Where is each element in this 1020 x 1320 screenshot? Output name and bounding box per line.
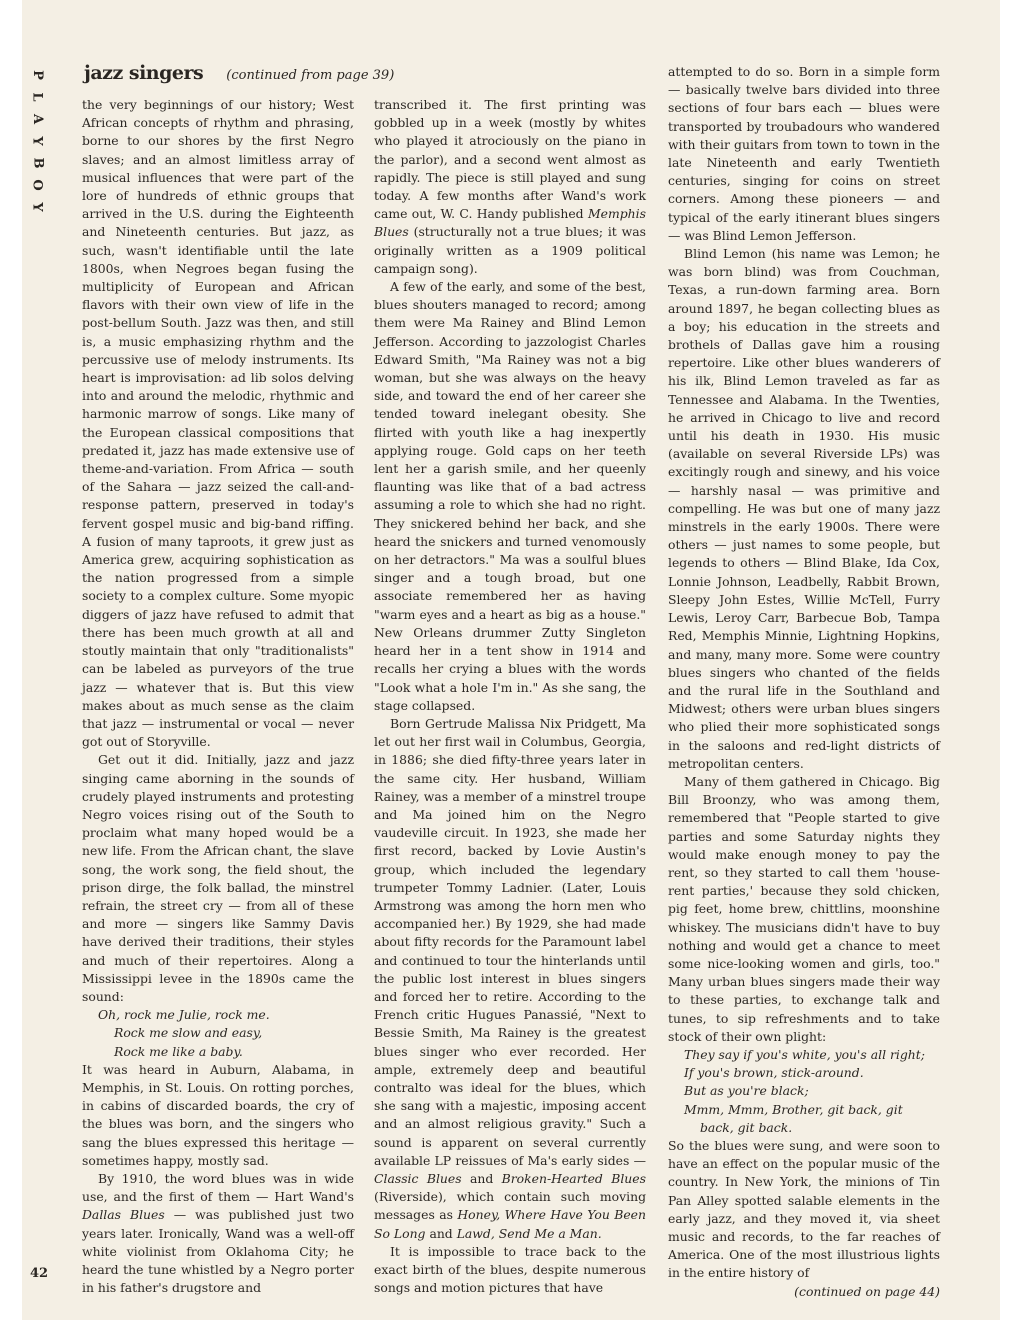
text-column-3: [668, 63, 940, 1301]
lyric-line: Mmm, Mmm, Brother, git back, git back, git back.: [684, 1101, 903, 1135]
song-title: Memphis Blues: [374, 206, 646, 240]
paragraph: attempted to do so. Born in a simple form — basically twelve bars divided into three sections of four bars each — blues were transported by troubadours who wandered with their guitars from town to town in the late Nineteenth and early Twentieth centuries, singing for coins on street corners. Among these pioneers — and typical of the early itinerant blues singers — was Blind Lemon Jefferson.: [668, 64, 940, 243]
side-letter: B: [30, 157, 45, 169]
page-number: 42: [30, 1266, 49, 1281]
text-run: and: [425, 1225, 457, 1241]
article-title: jazz singers: [84, 62, 204, 84]
paragraph: It is impossible to trace back to the exact birth of the blues, despite numerous songs and motion pictures that have: [374, 1243, 646, 1296]
text-column-1: [82, 96, 354, 1297]
song-title: Dallas Blues: [82, 1207, 165, 1223]
magazine-side-label: [30, 64, 44, 218]
article-heading: [84, 62, 394, 84]
song-title: Lawd, Send Me a Man.: [456, 1225, 602, 1241]
side-letter: Y: [30, 202, 45, 212]
text-run: (Riverside), which contain such moving messages as: [374, 1189, 646, 1223]
lyric-line: Rock me like a baby.: [114, 1043, 243, 1059]
song-lyrics: [98, 1006, 354, 1061]
paragraph: the very beginnings of our history; West African concepts of rhythm and phrasing, borne to our shores by the first Negro slaves; and an almost limitless array of musical influences that were part of the lore of hundreds of ethnic groups that arrived in the U.S. during the Eighteenth and Nineteenth centuries. But jazz, as such, wasn't identifiable until the late 1800s, when Negroes began fusing the multiplicity of European and African flavors with their own view of life in the post-bellum South. Jazz was then, and still is, a music emphasizing rhythm and the percussive use of melody instruments. Its heart is improvisation: ad lib solos delving into and around the melodic, rhythmic and harmonic marrow of songs. Like many of the European classical compositions that predated it, jazz has made extensive use of theme-and-variation. From Africa — south of the Sahara — jazz seized the call-and-response pattern, preserved in today's fervent gospel music and big-band riffing. A fusion of many taproots, it grew just as America grew, acquiring sophistication as the nation progressed from a simple society to a complex culture. Some myopic diggers of jazz have refused to admit that there has been much growth at all and stoutly maintain that only "traditionalists" can be labeled as purveyors of the true jazz — whatever that is. But this view makes about as much sense as the claim that jazz — instrumental or vocal — never got out of Storyville.: [82, 97, 354, 750]
paragraph: A few of the early, and some of the best, blues shouters managed to record; among them were Ma Rainey and Blind Lemon Jefferson. According to jazzologist Charles Edward Smith, "Ma Rainey was not a big woman, but she was always on the heavy side, and toward the end of her career she tended toward inelegant obesity. She flirted with youth like a hag inexpertly applying rouge. Gold caps on her teeth lent her a garish smile, and her queenly flaunting was like that of a bad actress assuming a role to which she had no right. They snickered behind her back, and she heard the snickers and turned venomously on her detractors." Ma was a soulful blues singer and a tough broad, but one associate remembered her as having "warm eyes and a heart as big as a house." New Orleans drummer Zutty Singleton heard her in a tent show in 1914 and recalls her crying a blues with the words "Look what a hole I'm in." As she sang, the stage collapsed.: [374, 279, 646, 713]
album-title: Classic Blues: [374, 1170, 462, 1186]
paragraph: It was heard in Auburn, Alabama, in Memphis, in St. Louis. On rotting porches, in cabins of discarded boards, the cry of the blues was born, and the singers who sang the blues expressed this heritage — sometimes happy, mostly sad.: [82, 1061, 354, 1168]
paragraph: So the blues were sung, and were soon to have an effect on the popular music of the country. In New York, the minions of Tin Pan Alley spotted salable elements in the early jazz, and they moved it, via sheet music and records, to the far reaches of America. One of the most illustrious lights in the entire history of: [668, 1137, 940, 1281]
lyric-line: But as you're black;: [684, 1083, 809, 1099]
paragraph: [374, 715, 646, 1243]
song-title: Honey, Where Have You Been So Long: [374, 1207, 646, 1241]
continued-on: (continued on page 44): [794, 1283, 940, 1299]
text-run: — was published just two years later. Ironically, Wand was a well-off white violinist from Oklahoma City; he heard the tune whistled by a Negro porter in his father's drugstore and: [82, 1207, 355, 1296]
lyric-line: If you's brown, stick-around.: [684, 1065, 864, 1081]
paragraph: [82, 1170, 354, 1297]
lyric-line: They say if you's white, you's all right;: [684, 1046, 925, 1062]
paragraph: [374, 96, 646, 278]
text-run: Born Gertrude Malissa Nix Pridgett, Ma let out her first wail in Columbus, Georgia, in 1886; she died fifty-three years later in the same city. Her husband, William Rainey, was a member of a minstrel troupe and Ma joined him on the Negro vaudeville circuit. In 1923, she made her first record, backed by Lovie Austin's group, which included the legendary trumpeter Tommy Ladnier. (Later, Louis Armstrong was among the horn men who accompanied her.) By 1929, she had made about fifty records for the Paramount label and continued to tour the hinterlands until the public lost interest in blues singers and forced her to retire. According to the French critic Hugues Panassié, "Next to Bessie Smith, Ma Rainey is the greatest blues singer who ever recorded. Her ample, extremely deep and beautiful contralto was ideal for the blues, which she sang with a majestic, imposing accent and an almost religious gravity." Such a sound is apparent on several currently available LP reissues of Ma's early sides —: [374, 715, 646, 1168]
side-letter: L: [29, 92, 45, 102]
continued-from: (continued from page 39): [226, 68, 395, 83]
text-column-2: [374, 96, 646, 1297]
paragraph: Get out it did. Initially, jazz and jazz singing came aborning in the sounds of crudely played instruments and protesting Negro voices rising out of the South to proclaim what many hoped would be a new life. From the African chant, the slave song, the work song, the field shout, the prison dirge, the folk ballad, the minstrel refrain, the street cry — from all of these and more — singers like Sammy Davis have derived their traditions, their styles and much of their repertoires. Along a Mississippi levee in the 1890s came the sound:: [82, 752, 354, 1004]
paragraph: Many of them gathered in Chicago. Big Bill Broonzy, who was among them, remembered that "People started to give parties and some Saturday nights they would make enough money to pay the rent, so they started to call them 'house-rent parties,' because they sold chicken, pig feet, home brew, chittlins, moonshine whiskey. The musicians didn't have to buy nothing and would get a chance to meet some nice-looking women and girls, too." Many urban blues singers made their way to these parties, to exchange talk and tunes, to sip refreshments and to take stock of their own plight:: [668, 773, 940, 1044]
paragraph: Blind Lemon (his name was Lemon; he was born blind) was from Couchman, Texas, a run-down farming area. Born around 1897, he began collecting blues as a boy; his education in the streets and brothels of Dallas gave him a rousing repertoire. Like other blues wanderers of his ilk, Blind Lemon traveled as far as Tennessee and Alabama. In the Twenties, he arrived in Chicago to live and record until his death in 1930. His music (available on several Riverside LPs) was excitingly rough and sinewy, and his voice — harshly nasal — was primitive and compelling. He was but one of many jazz minstrels in the early 1900s. There were others — just names to some people, but legends to others — Blind Blake, Ida Cox, Lonnie Johnson, Leadbelly, Rabbit Brown, Sleepy John Estes, Willie McTell, Furry Lewis, Leroy Carr, Barbecue Bob, Tampa Red, Memphis Minnie, Lightning Hopkins, and many, many more. Some were country blues singers who chanted of the fields and the rural life in the Southland and Midwest; others were urban blues singers who plied their more sophisticated songs in the saloons and red-light districts of metropolitan centers.: [668, 246, 940, 771]
side-letter: Y: [30, 136, 45, 146]
album-title: Broken-Hearted Blues: [501, 1170, 646, 1186]
lyric-line: Rock me slow and easy,: [114, 1025, 263, 1041]
side-letter: A: [30, 113, 45, 125]
text-run: transcribed it. The first printing was gobbled up in a week (mostly by whites who played it atrociously on the piano in the parlor), and a second went almost as rapidly. The piece is still played and sung today. A few months after Wand's work came out, W. C. Handy published: [374, 97, 646, 222]
side-letter: P: [30, 70, 45, 80]
side-letter: O: [29, 179, 45, 191]
lyric-line: Oh, rock me Julie, rock me.: [98, 1007, 270, 1023]
song-lyrics: [684, 1046, 940, 1137]
text-run: and: [461, 1170, 502, 1186]
text-run: By 1910, the word blues was in wide use, and the first of them — Hart Wand's: [82, 1170, 354, 1205]
text-run: (structurally not a true blues; it was originally written as a 1909 political campaign song).: [374, 224, 646, 276]
